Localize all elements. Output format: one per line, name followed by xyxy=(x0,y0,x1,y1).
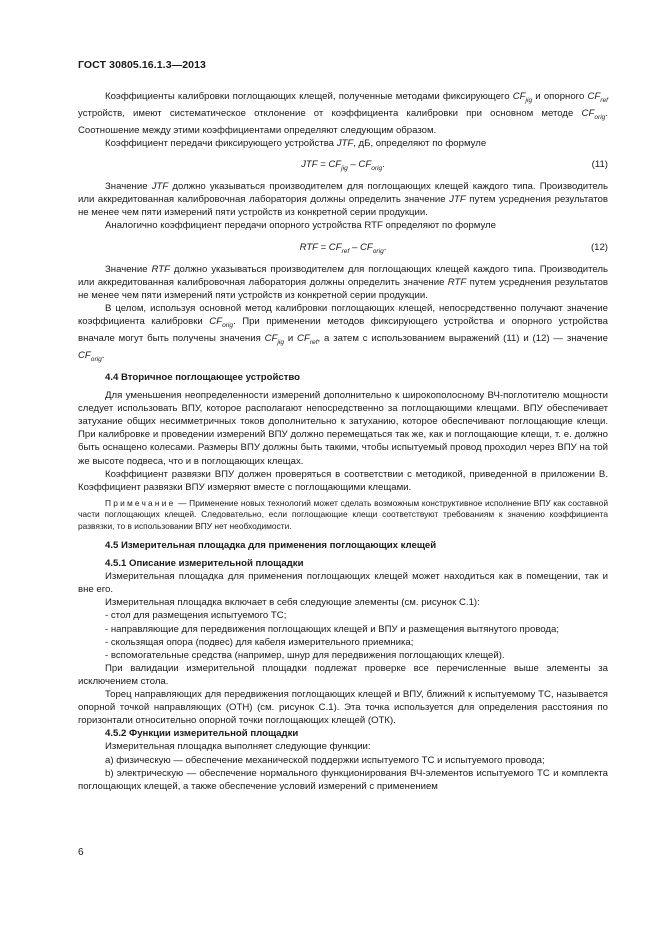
paragraph-validation: При валидации измерительной площадки подлежат проверке все перечисленные выше элементы за исключением стола. xyxy=(78,662,608,687)
paragraph-site-location: Измерительная площадка для применения поглощающих клещей может находиться как в помещении, так и вне его. xyxy=(78,571,608,596)
list-item: - скользящая опора (подвес) для кабеля измерительного приемника; xyxy=(105,636,414,648)
section-heading-4-5-1: 4.5.1 Описание измерительной площадки xyxy=(105,558,304,570)
formula-number-12: (12) xyxy=(590,241,608,253)
paragraph-jtf-value: Значение JTF должно указываться производителем для поглощающих клещей каждого типа. Производитель или аккредитованная калибровочная лаборатория должны определить значение JTF путем усреднения результатов не менее чем пяти измерений пяти устройств из конкретной серии продукции. xyxy=(78,181,608,219)
paragraph-rail-reference-point: Торец направляющих для передвижения поглощающих клещей и ВПУ, ближний к испытуемому ТС, называется опорной точкой направляющих (ОТН) (см. рисунок С.1). Эта точка используется для определения расстояния по горизонтали относительно опорной точки поглощающих клещей (ОТК). xyxy=(78,689,608,727)
note-label: Примечание xyxy=(105,497,176,508)
paragraph-general-method: В целом, используя основной метод калибровки поглощающих клещей, непосредственно получают значение коэффициента калибровки $CF_{orig}$. При применении методов фиксирующего устройства и опорного устройства вначале могут быть получены значения $CF_{jig}$ и $CF_{ref}$, а затем с использованием выражений (11) и (12) — значение $CF_{orig}$. xyxy=(78,302,608,363)
page-number: 6 xyxy=(78,847,84,858)
paragraph-site-functions: Измерительная площадка выполняет следующие функции: xyxy=(105,741,371,753)
paragraph-secondary-device: Для уменьшения неопределенности измерений дополнительно к широкополосному ВЧ-поглотителю мощности следует использовать ВПУ, которое располагают непосредственно за поглощающими клещами. ВПУ обеспечивает затухание общих несимметричных токов дополнительно к затуханию, которое обеспечивают поглощающие клещи. При калибровке и проведении измерений ВПУ должно перемещаться так же, как и поглощающие клещи, т. е. должно быть оснащено колесами. Размеры ВПУ должны быть такими, чтобы испытуемый провод проходил через ВПУ на той же высоте подвеса, что и в поглощающих клещах. xyxy=(78,390,608,467)
list-item: - стол для размещения испытуемого ТС; xyxy=(105,610,287,622)
paragraph-function-physical: а) физическую — обеспечение механической поддержки испытуемого ТС и испытуемого провода; xyxy=(105,754,545,766)
note: Примечание — Применение новых технологий может сделать возможным конструктивное исполнение ВПУ как составной части поглощающих клещей. Следовательно, если поглощающие клещи соответствуют требованиям к значению коэффициента развязки, то в использовании ВПУ нет необходимости. xyxy=(78,497,608,531)
document-header: ГОСТ 30805.16.1.3—2013 xyxy=(78,59,206,71)
formula-number-11: (11) xyxy=(591,159,608,171)
paragraph-rtf-intro: Аналогично коэффициент передачи опорного устройства RTF определяют по формуле xyxy=(105,220,496,232)
paragraph-site-elements: Измерительная площадка включает в себя следующие элементы (см. рисунок С.1): xyxy=(105,597,480,609)
formula-12: RTF = $CF_{ref} - CF_{orig}$. (12) xyxy=(299,241,608,255)
paragraph-jtf-intro: Коэффициент передачи фиксирующего устройства JTF, дБ, определяют по формуле xyxy=(105,138,487,150)
paragraph-function-electrical: b) электрическую — обеспечение нормального функционирования ВЧ-элементов испытуемого ТС и комплекта поглощающих клещей, а также обеспечение условий измерений с применением xyxy=(78,767,608,792)
section-heading-4-5-2: 4.5.2 Функции измерительной площадки xyxy=(105,728,299,740)
section-heading-4-5: 4.5 Измерительная площадка для применения поглощающих клещей xyxy=(105,540,437,551)
list-item: - вспомогательные средства (например, шнур для передвижения поглощающих клещей). xyxy=(105,649,505,661)
document-body xyxy=(78,90,608,793)
formula-11: JTF = $CF_{jig} - CF_{orig}$. (11) xyxy=(301,159,608,173)
section-heading-4-4: 4.4 Вторичное поглощающее устройство xyxy=(105,371,301,383)
paragraph-rtf-value: Значение RTF должно указываться производителем для поглощающих клещей каждого типа. Производитель или аккредитованная калибровочная лаборатория должны определить значение RTF путем усреднения результатов не менее чем пяти измерений пяти устройств из конкретной серии продукции. xyxy=(78,263,608,301)
paragraph-decoupling-factor: Коэффициент развязки ВПУ должен проверяться в соответствии с методикой, приведенной в приложении В. Коэффициент развязки ВПУ измеряют вместе с поглощающими клещами. xyxy=(78,468,608,493)
paragraph-calibration-factors: Коэффициенты калибровки поглощающих клещей, полученные методами фиксирующего $CF_{jig}$ и опорного $CF_{ref}$ устройств, имеют систематическое отклонение от коэффициента калибровки при основном методе $CF_{orig}$. Соотношение между этими коэффициентами определяют следующим образом. xyxy=(78,91,608,136)
list-item: - направляющие для передвижения поглощающих клещей и ВПУ и размещения вытянутого провода; xyxy=(105,623,560,635)
